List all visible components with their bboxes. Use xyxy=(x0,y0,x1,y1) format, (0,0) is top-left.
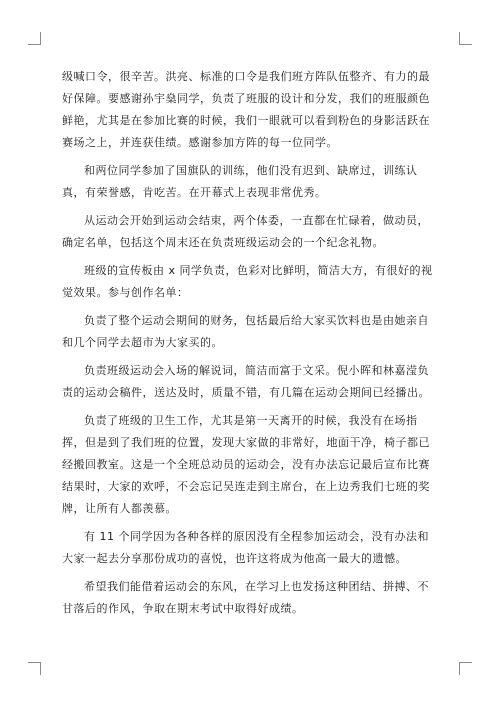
crop-mark-top-left xyxy=(28,32,41,45)
paragraph: 负责班级运动会入场的解说词，简洁而富于文采。倪小晖和林嘉滢负责的运动会稿件，送达及时，质量不错，有几篇在运动会期间已经播出。 xyxy=(62,364,430,399)
paragraph: 负责了班级的卫生工作，尤其是第一天离开的时候，我没有在场指挥，但是到了我们班的位置，发现大家做的非常好，地面干净，椅子都已经搬回教室。这是一个全班总动员的运动会，没有办法忘记最后宣布比赛结果时，大家的欢呼，不会忘记吴连走到主席台，在上边秀我们七班的奖牌，让所有人都羡慕。 xyxy=(62,414,430,515)
paragraph: 从运动会开始到运动会结束，两个体委，一直都在忙碌着，做动员，确定名单，包括这个周末还在负责班级运动会的一个纪念礼物。 xyxy=(62,214,429,249)
crop-mark-top-right xyxy=(459,32,472,45)
paragraph: 希望我们能借着运动会的东风，在学习上也发扬这种团结、拼搏、不甘落后的作风，争取在期末考试中取得好成绩。 xyxy=(62,580,429,615)
paragraph: 和两位同学参加了国旗队的训练，他们没有迟到、缺席过，训练认真，有荣誉感，肯吃苦。在开幕式上表现非常优秀。 xyxy=(62,164,418,199)
paragraph: 负责了整个运动会期间的财务，包括最后给大家买饮料也是由她亲自和几个同学去超市为大家买的。 xyxy=(62,314,429,349)
document-body xyxy=(62,66,438,626)
paragraph: 级喊口令，很辛苦。洪亮、标准的口令是我们班方阵队伍整齐、有力的最好保障。要感谢孙宇燊同学，负责了班服的设计和分发，我们的班服颜色鲜艳，尤其是在参加比赛的时候，我们一眼就可以看到粉色的身影活跃在赛场之上，并连获佳绩。感谢参加方阵的每一位同学。 xyxy=(62,70,430,149)
crop-mark-bottom-left xyxy=(28,662,41,675)
paragraph: 班级的宣传板由 x 同学负责，色彩对比鲜明，简洁大方，有很好的视觉效果。参与创作名单： xyxy=(62,264,433,299)
crop-mark-bottom-right xyxy=(459,662,472,675)
paragraph: 有 11 个同学因为各种各样的原因没有全程参加运动会，没有办法和大家一起去分享那份成功的喜悦，也许这将成为他高一最大的遗憾。 xyxy=(62,530,429,565)
